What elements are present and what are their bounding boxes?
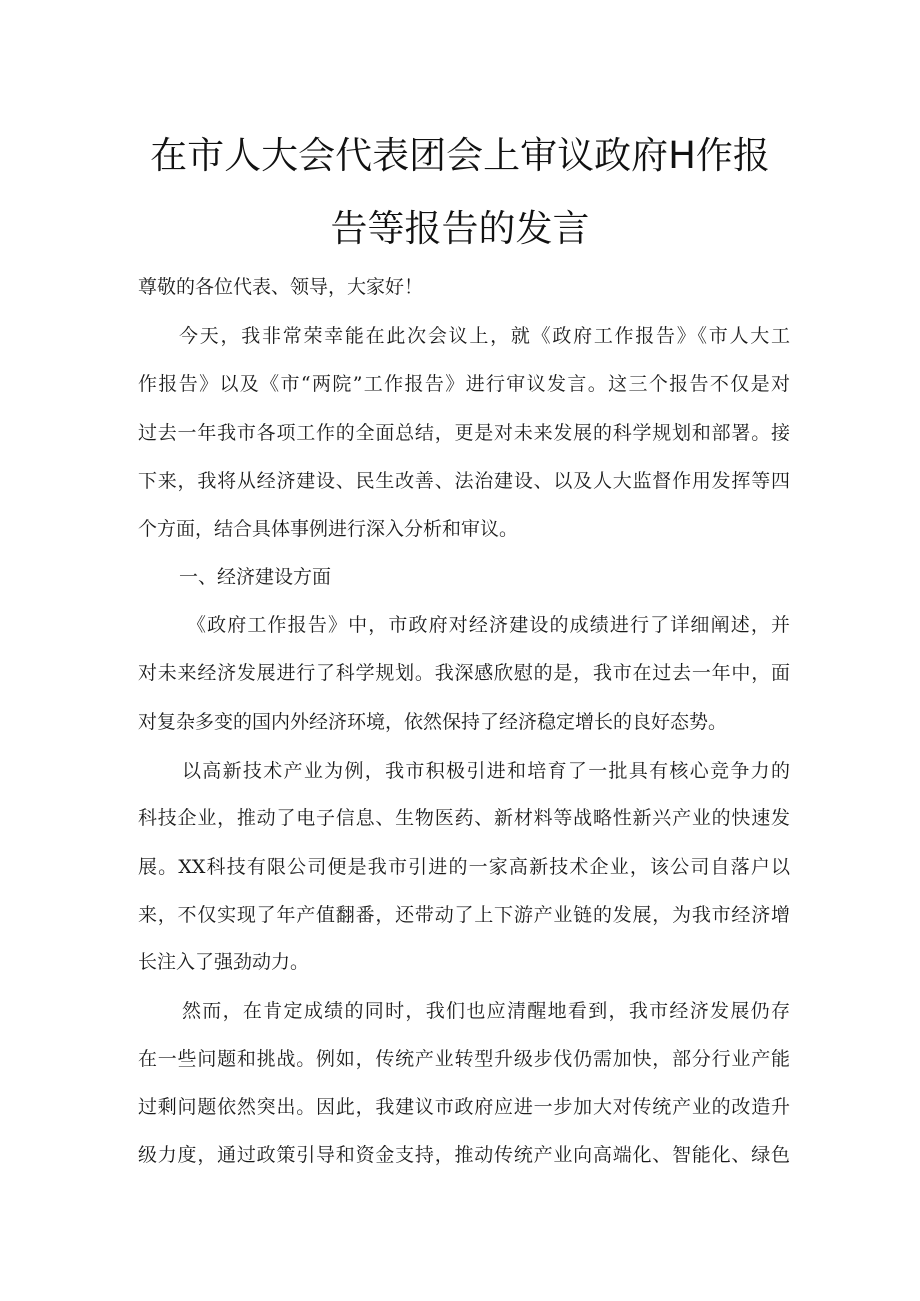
- paragraph-line: 级力度，通过政策引导和资金支持，推动传统产业向高端化、智能化、绿色: [138, 1144, 790, 1166]
- paragraph-line: 今天，我非常荣幸能在此次会议上，就《政府工作报告》《市人大工: [179, 325, 790, 347]
- paragraph-line: 展。XX科技有限公司便是我市引进的一家高新技术企业，该公司自落户以: [138, 856, 790, 878]
- paragraph-line: 个方面，结合具体事例进行深入分析和审议。: [138, 518, 519, 540]
- paragraph-line: 来，不仅实现了年产值翻番，还带动了上下游产业链的发展，为我市经济增: [138, 904, 790, 926]
- greeting: 尊敬的各位代表、领导，大家好！: [138, 276, 424, 298]
- paragraph-line: 对复杂多变的国内外经济环境，依然保持了经济稳定增长的良好态势。: [138, 711, 728, 733]
- paragraph-line: 然而，在肯定成绩的同时，我们也应清醒地看到，我市经济发展仍存: [182, 1000, 790, 1022]
- paragraph-line: 以高新技术产业为例，我市积极引进和培育了一批具有核心竞争力的: [182, 760, 790, 782]
- paragraph-line: 在一些问题和挑战。例如，传统产业转型升级步伐仍需加快，部分行业产能: [138, 1048, 790, 1070]
- paragraph-line: 作报告》以及《市“两院”工作报告》进行审议发言。这三个报告不仅是对: [138, 373, 790, 395]
- document-title-line-1: 在市人大会代表团会上审议政府H作报: [150, 134, 770, 177]
- paragraph-line: 下来，我将从经济建设、民生改善、法治建设、以及人大监督作用发挥等四: [138, 470, 790, 492]
- paragraph-line: 对未来经济发展进行了科学规划。我深感欣慰的是，我市在过去一年中，面: [138, 662, 790, 684]
- paragraph-line: 长注入了强劲动力。: [138, 951, 310, 973]
- paragraph-line: 过剩问题依然突出。因此，我建议市政府应进一步加大对传统产业的改造升: [138, 1096, 790, 1118]
- paragraph-line: 科技企业，推动了电子信息、生物医药、新材料等战略性新兴产业的快速发: [138, 807, 790, 829]
- document-title-line-2: 告等报告的发言: [330, 207, 590, 250]
- section-heading: 一、经济建设方面: [179, 566, 332, 588]
- paragraph-line: 过去一年我市各项工作的全面总结，更是对未来发展的科学规划和部署。接: [138, 422, 790, 444]
- paragraph-line: 《政府工作报告》中，市政府对经济建设的成绩进行了详细阐述，并: [187, 614, 790, 636]
